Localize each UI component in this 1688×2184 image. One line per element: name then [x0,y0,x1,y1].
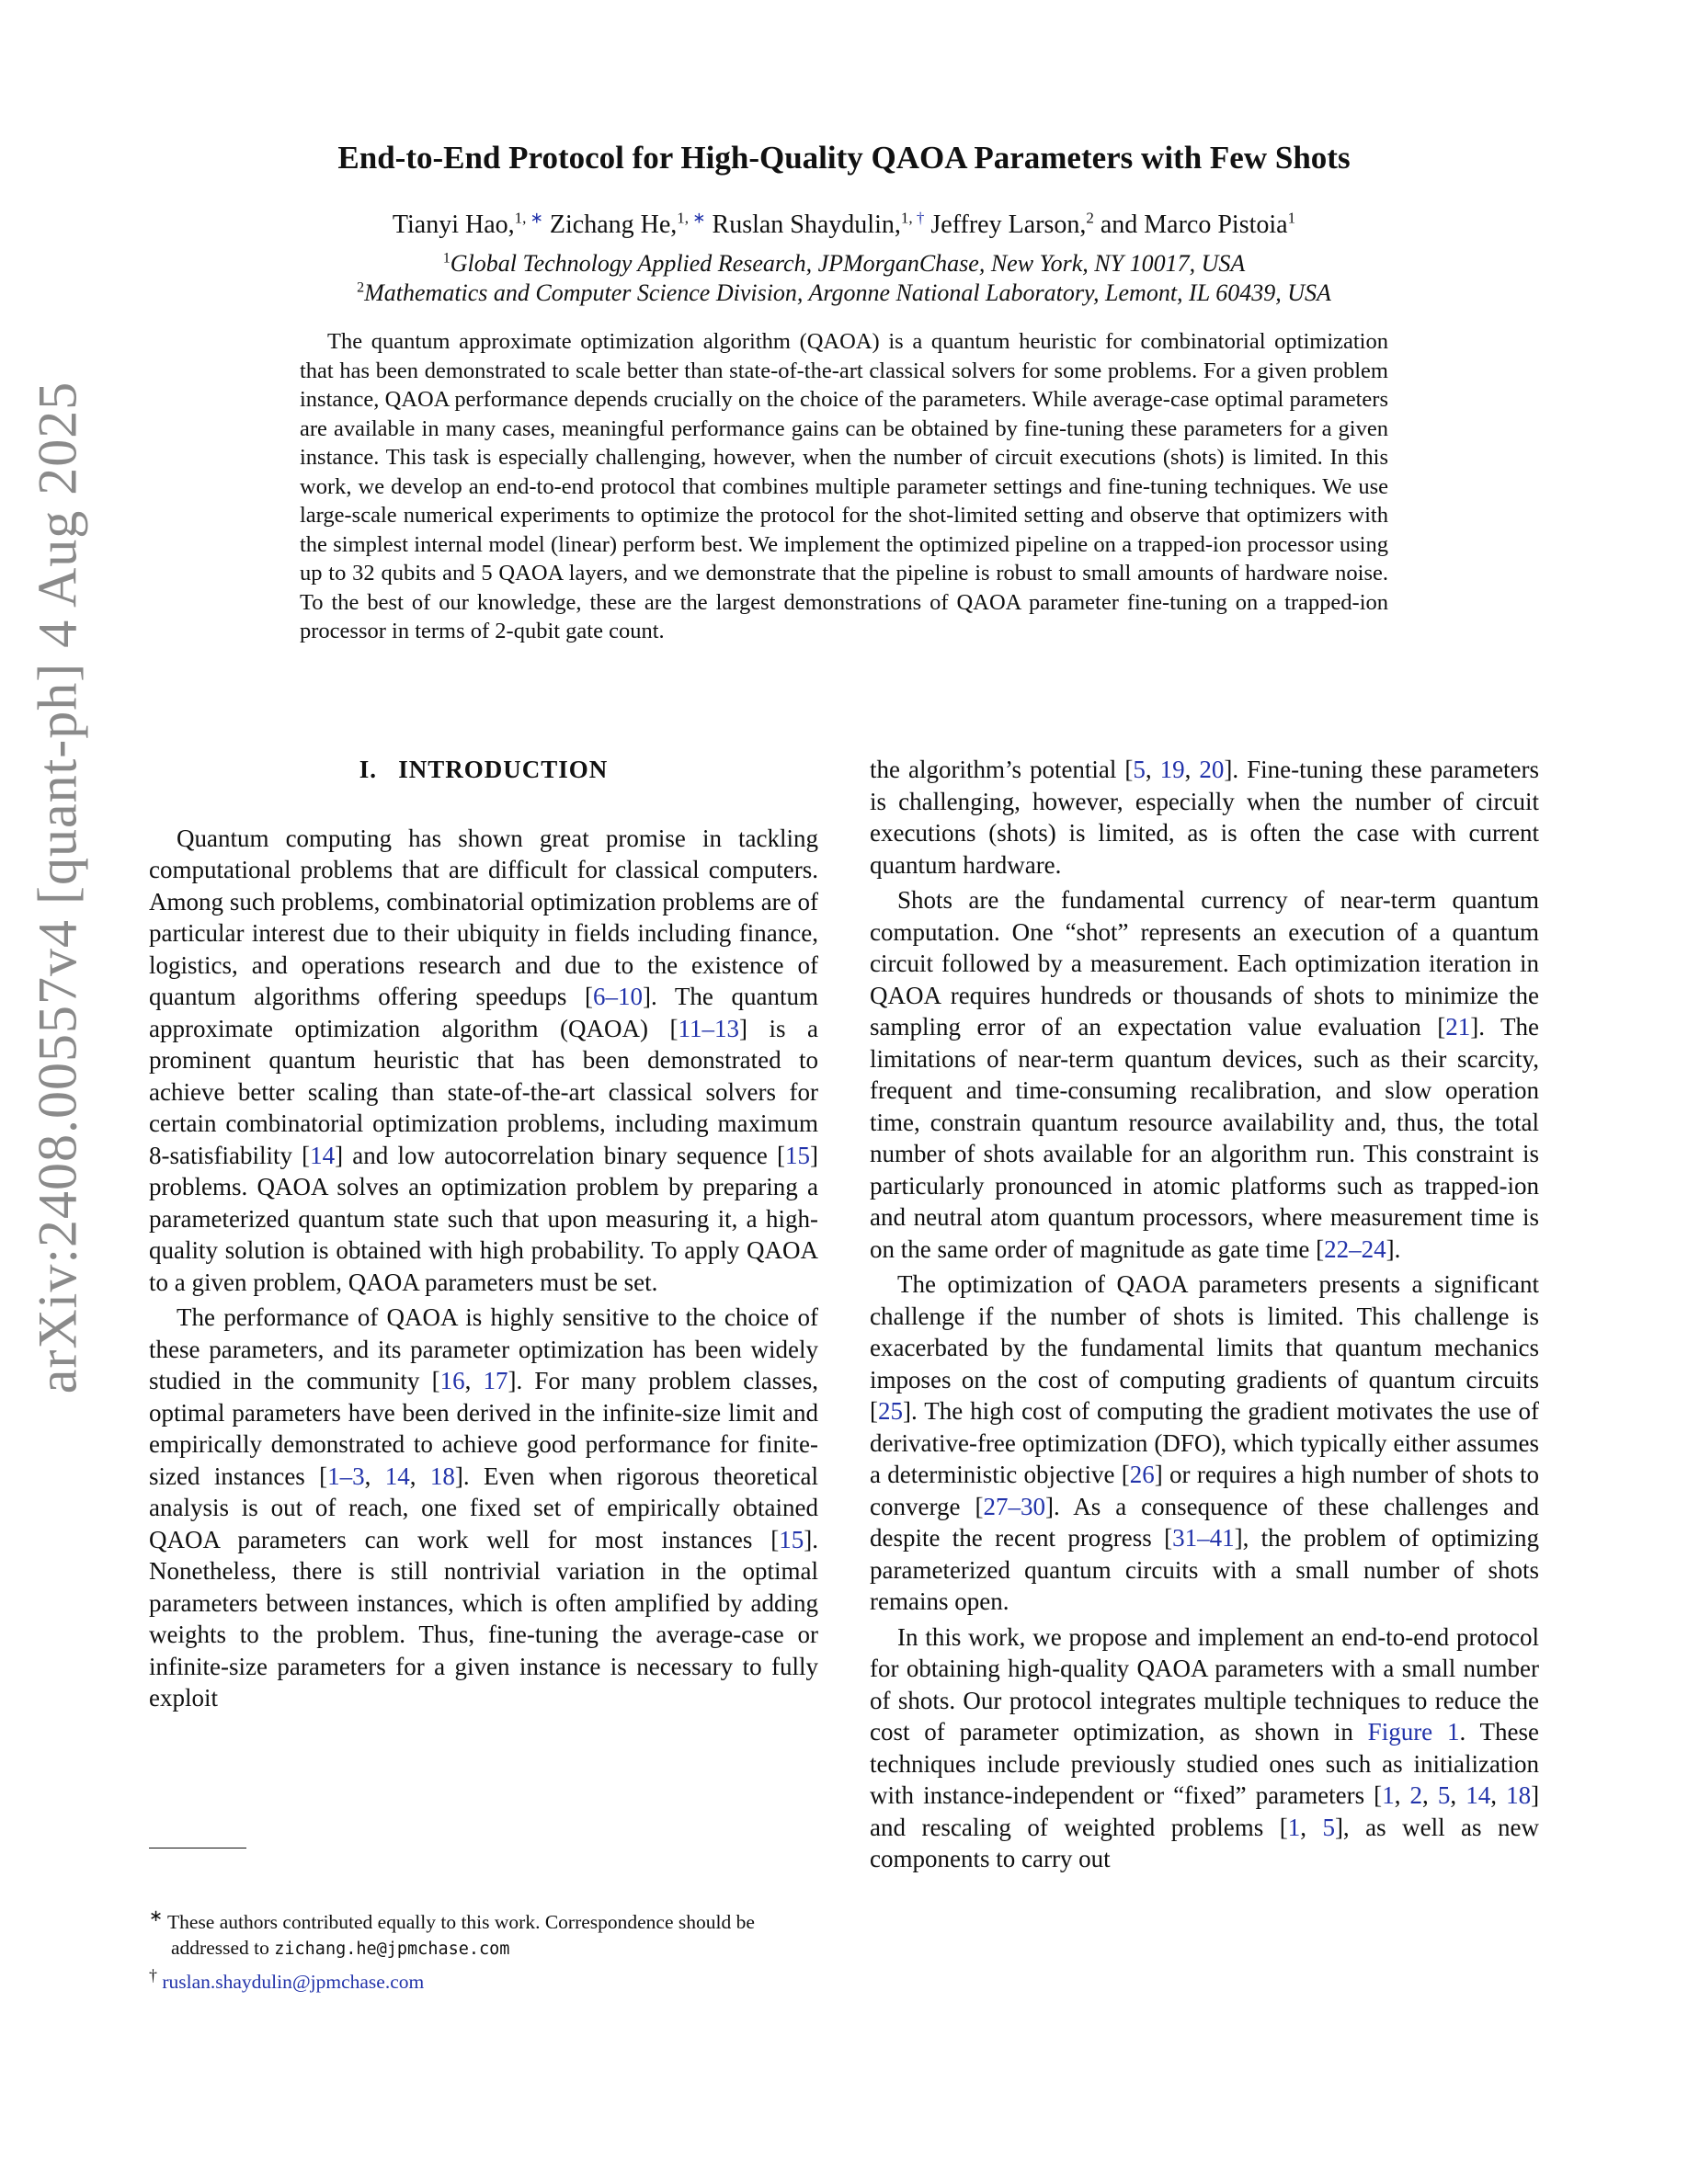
paragraph-text: ], the problem of optimizing parameterized quantum circuits with a small number of shots remains open. [870,1524,1539,1615]
affiliation: $^2$Mathematics and Computer Science Division, Argonne National Laboratory, Lemont, IL 60439, USA [357,279,1331,306]
right-column [870,754,1539,1875]
body-paragraph [870,754,1539,881]
citation-link[interactable]: 18 [1506,1781,1532,1809]
citation-link[interactable]: 14 [310,1141,336,1169]
citation-link[interactable]: Figure 1 [1367,1718,1460,1746]
citation-link[interactable]: 1 [1287,1813,1301,1841]
corresponding-author-mark[interactable]: † [916,210,925,227]
paragraph-text: ] and rescaling of weighted problems [ [870,1781,1540,1841]
citation-link[interactable]: 1 [1382,1781,1395,1809]
paragraph-text: ] is a prominent quantum heuristic that has been demonstrated to achieve better scaling than state-of-the-art classical solvers for certain combinatorial optimization problems, including maximum 8-satisfiability [ [149,1014,818,1169]
author: Ruslan Shaydulin,$^{1, \dagger}$ [712,210,925,240]
citation-link[interactable]: 19 [1159,756,1185,783]
author: and Marco Pistoia$^1$ [1100,210,1296,240]
paragraph-text: The optimization of QAOA parameters presents a significant challenge if the number of shots is limited. This challenge is exacerbated by the fundamental limits that quantum mechanics imposes on the cost of computing gradients of quantum circuits [ [870,1270,1539,1425]
citation-link[interactable]: 2 [1409,1781,1423,1809]
paragraph-text: , [364,1462,385,1490]
citation-link[interactable]: 31–41 [1172,1524,1235,1552]
paragraph-text: , [1450,1781,1466,1809]
citation-link[interactable]: 26 [1129,1461,1155,1488]
citation-link[interactable]: 15 [785,1141,810,1169]
paragraph-text: , [1184,756,1200,783]
paragraph-text: ]. The high cost of computing the gradient motivates the use of derivative-free optimization (DFO), which typically either assumes a deterministic objective [ [870,1397,1539,1488]
footnote-equal-contribution: ∗ These authors contributed equally to this work. Correspondence should be addressed to zichang.he@jpmchase.com [149,1906,755,1960]
citation-link[interactable]: 5 [1133,756,1146,783]
citation-link[interactable]: 16 [439,1367,465,1394]
author: Zichang He,$^{1, ∗}$ [549,210,706,240]
paragraph-text: , [1300,1813,1323,1841]
citation-link[interactable]: 1–3 [327,1462,365,1490]
correspondence-email[interactable]: zichang.he@jpmchase.com [274,1939,510,1960]
affiliation: $^1$Global Technology Applied Research, JPMorganChase, New York, NY 10017, USA [442,250,1246,277]
citation-link[interactable]: 17 [483,1367,508,1394]
paper-title: End-to-End Protocol for High-Quality QAOA Parameters with Few Shots [337,140,1351,176]
citation-link[interactable]: 18 [429,1462,455,1490]
paragraph-text: , [1422,1781,1438,1809]
citation-link[interactable]: 6–10 [593,983,643,1010]
paragraph-text: In this work, we propose and implement an end-to-end protocol for obtaining high-quality QAOA parameters with a small number of shots. Our protocol integrates multiple techniques to reduce the cost of parameter optimization, as shown in [870,1622,1539,1746]
body-paragraph [870,1621,1539,1875]
paragraph-text: ]. Fine-tuning these parameters is challenging, however, especially when the number of circuit executions (shots) is limited, as is often the case with current quantum hardware. [870,756,1540,879]
citation-link[interactable]: 5 [1437,1781,1451,1809]
abstract: The quantum approximate optimization algorithm (QAOA) is a quantum heuristic for combinatorial optimization that has been demonstrated to scale better than state-of-the-art classical solvers for some problems. For a given problem instance, QAOA performance depends crucially on the choice of the parameters. While average-case optimal parameters are available in many cases, meaningful performance gains can be obtained by fine-tuning these parameters for a given instance. This task is especially challenging, however, when the number of circuit executions (shots) is limited. In this work, we develop an end-to-end protocol that combines multiple parameter settings and fine-tuning techniques. We use large-scale numerical experiments to optimize the protocol for the shot-limited setting and observe that optimizers with the simplest internal model (linear) perform best. We implement the optimized pipeline on a trapped-ion processor using up to 32 qubits and 5 QAOA layers, and we demonstrate that the pipeline is robust to small amounts of hardware noise. To the best of our knowledge, these are the largest demonstrations of QAOA parameter fine-tuning on a trapped-ion processor in terms of 2-qubit gate count. [300,329,1388,643]
paragraph-text: ] or requires a high number of shots to converge [ [870,1461,1539,1520]
citation-link[interactable]: 25 [878,1397,903,1425]
paragraph-text: ]. The quantum approximate optimization algorithm (QAOA) [ [149,983,819,1042]
author: Tianyi Hao,$^{1, ∗}$ [392,210,543,240]
paragraph-text: ]. Nonetheless, there is still nontrivial variation in the optimal parameters between instances, which is often amplified by adding weights to the problem. Thus, fine-tuning the average-case or infinite-size parameters for a given instance is necessary to fully exploit [149,1525,818,1712]
paragraph-text: , [1490,1781,1507,1809]
paragraph-text: ]. Even when rigorous theoretical analysis is out of reach, one fixed set of empirically obtained QAOA parameters can work well for most instances [ [149,1462,819,1553]
body-paragraph [870,1268,1539,1618]
citation-link[interactable]: 5 [1322,1813,1335,1841]
citation-link[interactable]: 22–24 [1324,1234,1386,1263]
paragraph-text: ]. As a consequence of these challenges and despite the recent progress [ [870,1492,1539,1552]
paragraph-text: ]. The limitations of near-term quantum devices, such as their scarcity, frequent and time-consuming recalibration, and slow operation time, constrain quantum resource availability and, thus, the total number of shots available for an algorithm run. This constraint is particularly pronounced in atomic platforms such as trapped-ion and neutral atom quantum processors, where measurement time is on the same order of magnitude as gate time [ [870,1013,1539,1263]
citation-link[interactable]: 21 [1445,1013,1471,1041]
citation-link[interactable]: 15 [779,1525,804,1553]
paragraph-text: . These techniques include previously studied ones such as initialization with instance-independent or “fixed” parameters [ [870,1718,1539,1809]
body-paragraph [149,1302,818,1714]
equal-contribution-mark[interactable]: ∗ [530,210,543,227]
paragraph-text: Shots are the fundamental currency of near-term quantum computation. One “shot” represents an execution of a quantum circuit followed by a measurement. Each optimization iteration in QAOA requires hundreds or thousands of shots to minimize the sampling error of an expectation value evaluation [ [870,886,1539,1041]
footnote-corresponding: † ruslan.shaydulin@jpmchase.com [149,1966,425,1994]
author-list [165,210,1523,240]
paragraph-text: , [1145,756,1160,783]
arxiv-id: arXiv:2408.00557v4 [quant-ph] 4 Aug 2025 [27,381,88,1393]
paragraph-text: the algorithm’s potential [ [870,756,1134,783]
citation-link[interactable]: 20 [1199,756,1225,783]
section-heading: I. INTRODUCTION [359,756,609,783]
corresponding-email-link[interactable]: ruslan.shaydulin@jpmchase.com [162,1971,425,1994]
body-paragraph [870,884,1539,1265]
footnotes [149,1903,829,1995]
author: Jeffrey Larson,$^2$ [930,210,1094,240]
body-paragraph [149,823,818,1299]
paragraph-text: ] and low autocorrelation binary sequence [ [335,1141,785,1169]
paragraph-text: , [1394,1781,1410,1809]
citation-link[interactable]: 27–30 [983,1492,1045,1520]
left-column-body [149,823,818,1714]
citation-link[interactable]: 14 [384,1462,410,1490]
citation-link[interactable]: 14 [1466,1781,1491,1809]
paragraph-text: , [464,1367,484,1394]
equal-contribution-mark[interactable]: ∗ [692,210,706,227]
paragraph-text: ], as well as new components to carry out [870,1813,1539,1872]
paragraph-text: Quantum computing has shown great promise in tackling computational problems that are difficult for classical computers. Among such problems, combinatorial optimization problems are of particular interest due to their ubiquity in fields including finance, logistics, and operations research and due to the existence of quantum algorithms offering speedups [ [149,824,818,1010]
left-column [149,754,818,1714]
right-column-body [870,754,1539,1875]
arxiv-stamp [17,207,99,1567]
paragraph-text: ]. For many problem classes, optimal parameters have been derived in the infinite-size limit and empirically demonstrated to achieve good performance for finite-sized instances [ [149,1367,819,1490]
paragraph-text: ]. [1386,1234,1401,1263]
paragraph-text: , [409,1462,430,1490]
citation-link[interactable]: 11–13 [678,1014,739,1042]
paragraph-text: ] problems. QAOA solves an optimization problem by preparing a parameterized quantum state such that upon measuring it, a high-quality solution is obtained with high probability. To apply QAOA to a given problem, QAOA parameters must be set. [149,1141,818,1296]
paragraph-text: The performance of QAOA is highly sensitive to the choice of these parameters, and its parameter optimization has been widely studied in the community [ [149,1303,818,1394]
